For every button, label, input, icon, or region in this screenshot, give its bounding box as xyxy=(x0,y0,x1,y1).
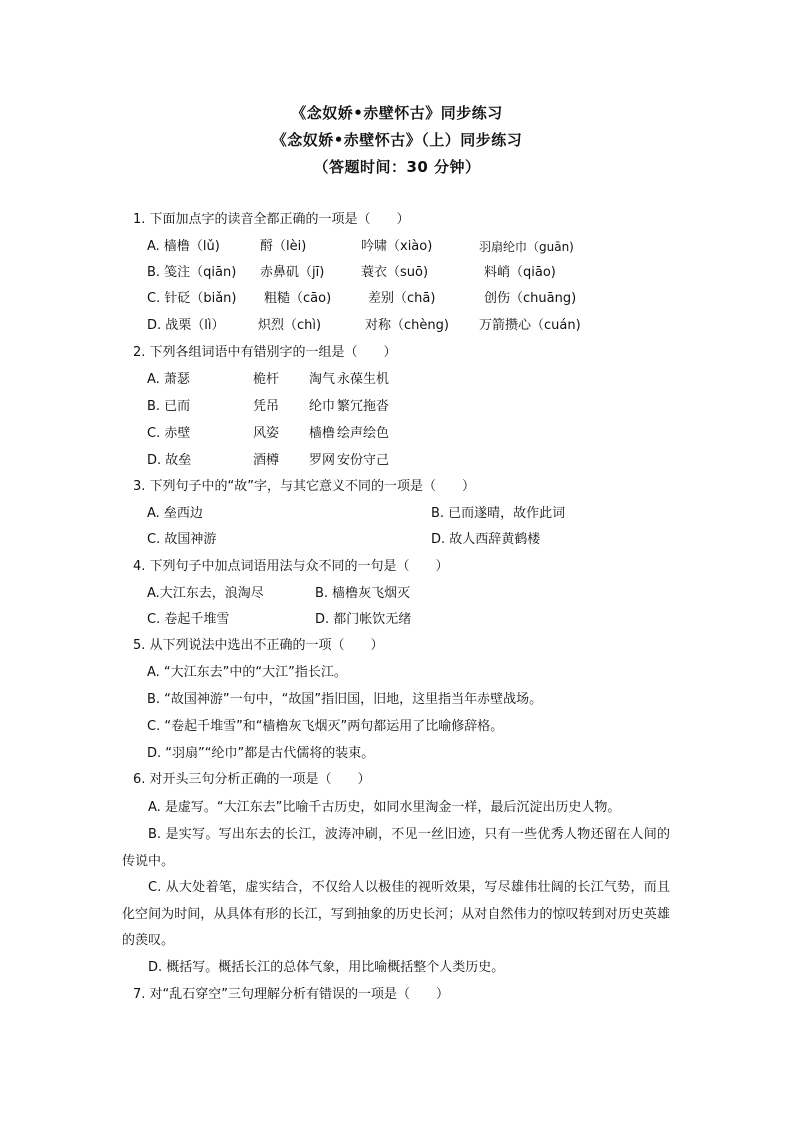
q1-option-b-3: 蓑衣（suō) xyxy=(361,265,429,280)
time-note: （答题时间：30 分钟） xyxy=(313,158,481,176)
q4-option-b: B. 樯橹灰飞烟灭 xyxy=(315,586,411,601)
q2-option-d-1: D. 故垒 xyxy=(147,453,192,468)
question-4-stem: 4. 下列句子中加点词语用法与众不同的一句是（ ） xyxy=(133,559,449,574)
q4-option-d: D. 都门帐饮无绪 xyxy=(315,612,412,627)
q5-option-b: B. “故国神游”一句中，“故国”指旧国，旧地，这里指当年赤壁战场。 xyxy=(147,692,543,707)
q1-option-d-1: D. 战栗（lì） xyxy=(147,318,225,333)
q2-option-c-4: 绘声绘色 xyxy=(337,426,390,441)
q5-option-c: C. “卷起千堆雪”和“樯橹灰飞烟灭”两句都运用了比喻修辞格。 xyxy=(147,719,504,734)
q3-option-b: B. 已而遂晴，故作此词 xyxy=(431,506,566,521)
q1-option-a-1: A. 樯橹（lǔ) xyxy=(147,239,220,254)
question-7-stem: 7. 对“乱石穿空”三句理解分析有错误的一项是（ ） xyxy=(133,987,450,1002)
question-1-stem: 1. 下面加点字的读音全都正确的一项是（ ） xyxy=(133,212,410,227)
q6-option-d: D. 概括写。概括长江的总体气象，用比喻概括整个人类历史。 xyxy=(148,960,505,975)
q1-option-c-1: C. 针砭（biǎn) xyxy=(147,291,237,306)
q1-option-c-4: 创伤（chuāng) xyxy=(484,291,577,306)
q2-option-a-4: 永葆生机 xyxy=(337,372,390,387)
q2-option-b-3: 纶巾 xyxy=(309,399,336,414)
q1-option-a-4: 羽扇纶巾（guān) xyxy=(479,240,574,254)
q6-option-b: B. 是实写。写出东去的长江，波涛冲刷，不见一丝旧迹，只有一些优秀人物还留在人间的传说中。 xyxy=(122,827,670,869)
q1-option-b-2: 赤鼻矶（jī) xyxy=(260,265,325,280)
q1-option-c-3: 差别（chā) xyxy=(368,291,436,306)
question-2-stem: 2. 下列各组词语中有错别字的一组是（ ） xyxy=(133,345,397,360)
q5-option-a: A. “大江东去”中的“大江”指长江。 xyxy=(147,665,347,680)
q1-option-d-2: 炽烈（chì) xyxy=(258,318,322,333)
q4-option-a: A.大江东去，浪淘尽 xyxy=(147,586,264,601)
q2-option-d-2: 酒樽 xyxy=(253,453,280,468)
question-5-stem: 5. 从下列说法中选出不正确的一项（ ） xyxy=(133,638,384,653)
question-3-stem: 3. 下列句子中的“故”字，与其它意义不同的一项是（ ） xyxy=(133,479,476,494)
q2-option-b-4: 繁冗拖沓 xyxy=(337,399,390,414)
q1-option-a-3: 吟啸（xiào) xyxy=(361,239,433,254)
q5-option-d: D. “羽扇”“纶巾”都是古代儒将的装束。 xyxy=(147,746,375,761)
q3-option-c: C. 故国神游 xyxy=(147,532,217,547)
q6-option-a: A. 是虚写。“大江东去”比喻千古历史，如同水里淘金一样，最后沉淀出历史人物。 xyxy=(148,800,621,815)
question-6-stem: 6. 对开头三句分析正确的一项是（ ） xyxy=(133,772,371,787)
q2-option-c-3: 樯橹 xyxy=(309,426,336,441)
q1-option-c-2: 粗糙（cāo) xyxy=(264,291,332,306)
q4-option-c: C. 卷起千堆雪 xyxy=(147,612,230,627)
q1-option-d-3: 对称（chèng) xyxy=(365,318,449,333)
q2-option-a-3: 淘气 xyxy=(309,372,336,387)
q2-option-d-4: 安份守己 xyxy=(337,453,390,468)
q2-option-b-2: 凭吊 xyxy=(253,399,280,414)
q2-option-a-2: 桅杆 xyxy=(253,372,280,387)
q3-option-a: A. 垒西边 xyxy=(147,506,203,521)
q1-option-a-2: 酹（lèi) xyxy=(260,239,307,254)
q1-option-b-4: 料峭（qiāo) xyxy=(484,265,556,280)
q2-option-b-1: B. 已而 xyxy=(147,399,191,414)
q6-option-c: C. 从大处着笔，虚实结合，不仅给人以极佳的视听效果，写尽雄伟壮阔的长江气势，而且化空间为时间，从具体有形的长江，写到抽象的历史长河；从对自然伟力的惊叹转到对历史英雄的羡叹。 xyxy=(122,880,670,948)
q1-option-b-1: B. 笺注（qiān) xyxy=(147,265,237,280)
document-subtitle: 《念奴娇•赤壁怀古》（上）同步练习 xyxy=(271,131,523,149)
q2-option-d-3: 罗网 xyxy=(309,453,336,468)
document-title: 《念奴娇•赤壁怀古》同步练习 xyxy=(291,104,503,122)
q2-option-c-2: 风姿 xyxy=(253,426,280,441)
q1-option-d-4: 万箭攒心（cuán) xyxy=(479,318,581,333)
q2-option-c-1: C. 赤壁 xyxy=(147,426,191,441)
q2-option-a-1: A. 萧瑟 xyxy=(147,372,190,387)
q3-option-d: D. 故人西辞黄鹤楼 xyxy=(431,532,541,547)
